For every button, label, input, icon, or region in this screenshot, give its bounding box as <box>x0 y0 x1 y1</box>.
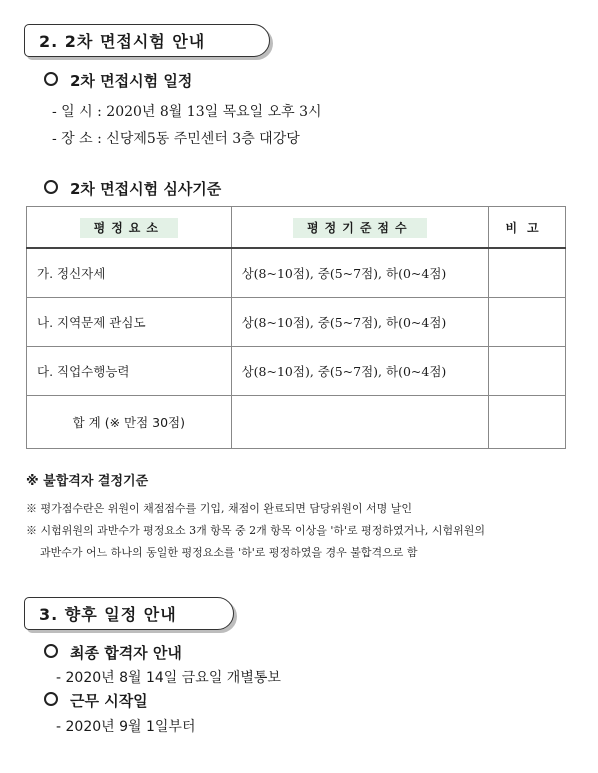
fail-criteria-title: ※ 불합격자 결정기준 <box>26 474 149 489</box>
circle-bullet-icon <box>44 72 58 86</box>
note-line-1: ※ 평가점수란은 위원이 채점점수를 기입, 채점이 완료되면 담당위원이 서명 날인 <box>26 502 412 515</box>
row-note <box>489 298 566 347</box>
table-header-row <box>27 207 566 249</box>
row-item: 나. 지역문제 관심도 <box>27 298 232 347</box>
total-score <box>231 396 488 449</box>
header-score: 평정기준점수 <box>231 207 488 249</box>
circle-bullet-icon <box>44 180 58 194</box>
table-row <box>27 248 566 298</box>
circle-bullet-icon <box>44 644 58 658</box>
table-row <box>27 298 566 347</box>
row-score: 상(8~10점), 중(5~7점), 하(0~4점) <box>231 347 488 396</box>
row-score: 상(8~10점), 중(5~7점), 하(0~4점) <box>231 248 488 298</box>
row-item: 다. 직업수행능력 <box>27 347 232 396</box>
row-score: 상(8~10점), 중(5~7점), 하(0~4점) <box>231 298 488 347</box>
date-line: - 일 시 : 2020년 8월 13일 목요일 오후 3시 <box>52 104 322 120</box>
criteria-table <box>26 206 566 449</box>
header-item: 평정요소 <box>27 207 232 249</box>
final-result-title <box>44 642 182 663</box>
row-note <box>489 347 566 396</box>
total-label: 합 계 (※ 만점 30점) <box>27 396 232 449</box>
note-line-3: 과반수가 어느 하나의 동일한 평정요소를 '하'로 평정하였을 경우 불합격으로 함 <box>40 546 418 559</box>
section-3-heading: 3. 향후 일정 안내 <box>24 597 234 630</box>
header-note: 비고 <box>489 207 566 249</box>
circle-bullet-icon <box>44 692 58 706</box>
total-note <box>489 396 566 449</box>
start-date-line: - 2020년 9월 1일부터 <box>56 719 196 735</box>
table-row <box>27 347 566 396</box>
start-date-title-text: 근무 시작일 <box>70 692 148 710</box>
final-result-line: - 2020년 8월 14일 금요일 개별통보 <box>56 670 281 686</box>
criteria-title <box>44 178 221 199</box>
criteria-title-text: 2차 면접시험 심사기준 <box>70 180 222 198</box>
section-2-heading: 2. 2차 면접시험 안내 <box>24 24 270 57</box>
start-date-title <box>44 690 148 711</box>
place-line: - 장 소 : 신당제5동 주민센터 3층 대강당 <box>52 131 300 147</box>
row-item: 가. 정신자세 <box>27 248 232 298</box>
row-note <box>489 248 566 298</box>
schedule-title-text: 2차 면접시험 일정 <box>70 72 193 90</box>
note-line-2: ※ 시험위원의 과반수가 평정요소 3개 항목 중 2개 항목 이상을 '하'로 평정하였거나, 시험위원의 <box>26 524 486 537</box>
final-result-title-text: 최종 합격자 안내 <box>70 644 182 662</box>
table-total-row <box>27 396 566 449</box>
schedule-title <box>44 70 192 91</box>
